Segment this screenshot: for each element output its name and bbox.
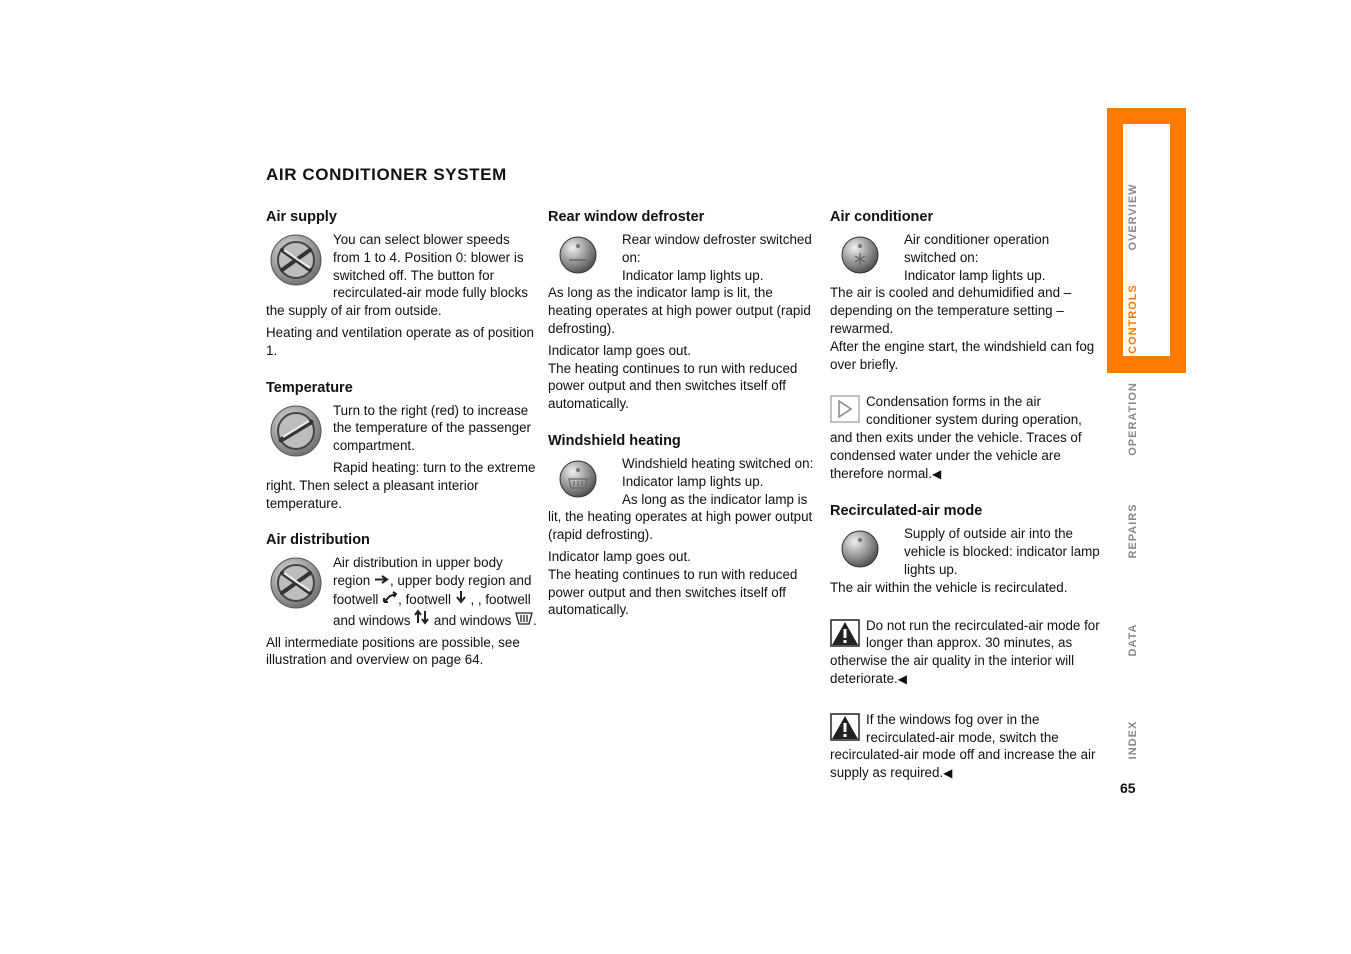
rear-defroster-button-icon (558, 235, 598, 275)
section-temperature (266, 378, 538, 513)
section-air-supply (266, 207, 538, 360)
end-mark-icon: ◀ (931, 466, 942, 481)
air-conditioner-text-1d: After the engine start, the windshield can fog over briefly. (830, 338, 1095, 372)
section-windshield-heating (548, 431, 820, 619)
heading-windshield-heating: Windshield heating (548, 432, 681, 449)
windshield-heating-text-2 (548, 548, 820, 619)
warning-icon (830, 713, 860, 741)
nav-tab-repairs[interactable]: REPAIRS (1127, 503, 1139, 559)
temperature-text-2: Rapid heating: turn to the extreme right. Then select a pleasant interior temperature. (266, 459, 536, 511)
windshield-heating-text-1c: As long as the indicator lamp is lit, the heating operates at high power output (rapid defrosting). (548, 491, 813, 543)
column-middle (548, 207, 820, 637)
air-supply-text-2: Heating and ventilation operate as of position 1. (266, 324, 534, 358)
air-conditioner-note-text: Condensation forms in the air conditioner system during operation, and then exits under the vehicle. Traces of condensed water under the vehicle are therefore normal. (830, 394, 1082, 481)
column-left (266, 207, 538, 687)
end-mark-icon: ◀ (943, 766, 953, 781)
rear-defroster-text-2 (548, 342, 820, 413)
air-distribution-t1: Air distribution in upper body region (333, 555, 503, 589)
air-conditioner-button-icon (840, 235, 880, 275)
heading-recirculated-air: Recirculated-air mode (830, 503, 983, 520)
air-conditioner-text-1c: The air is cooled and dehumidified and – depending on the temperature setting – rewarmed. (830, 285, 1072, 336)
nav-tab-operation[interactable]: OPERATION (1127, 382, 1139, 456)
air-distribution-t3: , footwell (398, 591, 451, 607)
windshield-heating-text-1: Windshield heating switched on: (622, 455, 814, 471)
windshield-heating-text-2b: The heating continues to run with reduced power output and then switches itself off automatically. (548, 566, 798, 618)
nav-tab-data[interactable]: DATA (1127, 623, 1139, 657)
temperature-text-1: Turn to the right (red) to increase the temperature of the passenger compartment. (333, 402, 532, 454)
nav-tab-overview[interactable]: OVERVIEW (1127, 183, 1139, 251)
nav-tab-controls[interactable]: CONTROLS (1127, 284, 1139, 354)
warning-2-text: If the windows fog over in the recirculated-air mode, switch the recirculated-air mode off and increase the air supply as required. (830, 711, 1096, 781)
rear-defroster-text-2a: Indicator lamp goes out. (548, 342, 691, 358)
windshield-heating-button-icon (558, 459, 598, 499)
air-conditioner-text-1: Air conditioner operation switched on: (904, 232, 1050, 265)
heading-rear-defroster: Rear window defroster (548, 209, 705, 225)
blower-knob-icon (269, 233, 323, 287)
page-title: AIR CONDITIONER SYSTEM (266, 165, 507, 184)
column-right (830, 207, 1102, 801)
section-recirculated-air (830, 501, 1102, 783)
recirculated-air-text-1: Supply of outside air into the vehicle is blocked: indicator lamp lights up. (904, 526, 1100, 577)
warning-1-text: Do not run the recirculated-air mode for longer than approx. 30 minutes, as otherwise the air quality in the interior will deteriorate. (830, 617, 1100, 686)
upper-body-arrow-icon (374, 574, 390, 585)
air-distribution-t5: and windows (433, 612, 512, 628)
distribution-knob-icon (269, 556, 323, 610)
end-mark-icon: ◀ (897, 671, 907, 686)
section-air-conditioner (830, 207, 1102, 483)
rear-defroster-text-1b: Indicator lamp lights up. (622, 267, 764, 283)
air-distribution-t6: . (533, 612, 537, 628)
air-distribution-text-1: Air distribution in upper body region , upper body region and footwell , footwell , , footwell and windows and windows . (333, 555, 537, 628)
recirculated-air-button-icon (840, 529, 880, 569)
footwell-arrow-icon (455, 590, 467, 604)
temperature-knob-icon (269, 404, 323, 458)
warning-icon (830, 619, 860, 647)
rear-defroster-text-1c: As long as the indicator lamp is lit, the heating operates at high power output (rapid defrosting). (548, 285, 811, 336)
page-number: 65 (1120, 780, 1136, 796)
air-conditioner-note (830, 393, 1102, 483)
windshield-heating-text-1b: Indicator lamp lights up. (622, 473, 764, 489)
heading-air-supply: Air supply (266, 209, 337, 225)
recirculated-air-warning-2 (830, 711, 1102, 783)
recirculated-air-warning-1 (830, 617, 1102, 689)
air-conditioner-text-1b: Indicator lamp lights up. (904, 267, 1046, 283)
windshield-icon (515, 612, 533, 625)
air-distribution-text-2: All intermediate positions are possible, see illustration and overview on page 64. (266, 634, 520, 668)
section-air-distribution (266, 530, 538, 669)
air-distribution-t2: , upper body region and footwell (333, 573, 532, 607)
air-supply-text-1: You can select blower speeds from 1 to 4. Position 0: blower is switched off. The button for recirculated-air mode fully blocks the supply of air from outside. (266, 232, 528, 319)
rear-defroster-text-1: Rear window defroster switched on: (622, 232, 812, 265)
footwell-windows-arrow-icon (414, 609, 430, 625)
upper-body-footwell-arrow-icon (382, 590, 398, 604)
heading-temperature: Temperature (266, 379, 353, 396)
heading-air-distribution: Air distribution (266, 532, 370, 549)
heading-air-conditioner: Air conditioner (830, 209, 934, 225)
recirculated-air-text-1b: The air within the vehicle is recirculated. (830, 579, 1068, 595)
windshield-heating-text-2a: Indicator lamp goes out. (548, 548, 691, 564)
nav-tab-index[interactable]: INDEX (1127, 720, 1139, 760)
rear-defroster-text-2b: The heating continues to run with reduced power output and then switches itself off automatically. (548, 360, 798, 412)
note-arrow-icon (830, 395, 860, 423)
air-distribution-t4: , footwell and windows (333, 591, 531, 628)
section-rear-defroster (548, 207, 820, 413)
